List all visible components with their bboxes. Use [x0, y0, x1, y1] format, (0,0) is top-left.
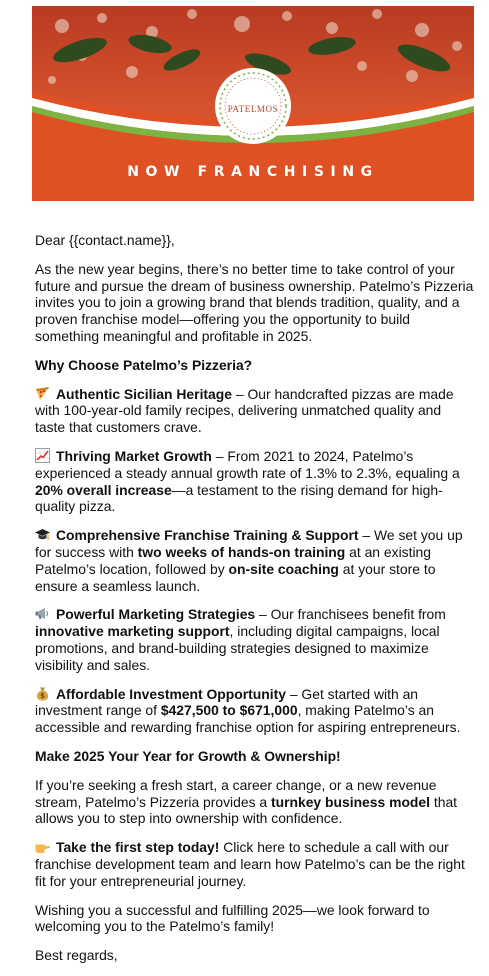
point-heritage [35, 386, 475, 436]
intro-paragraph: As the new year begins, there’s no better time to take control of your future and pursue the dream of business ownership. Patelmo’s Pizzeria invites you to join a growing brand that blends tradition, quality, and a proven franchise model—offering you the opportunity to build something meaningful and profitable in 2025. [35, 260, 474, 344]
point-text: , making Patelmo’s an accessible and rewarding franchise option for aspiring entrepreneurs. [35, 702, 461, 736]
point-growth [35, 448, 475, 515]
signoff: Best regards, [35, 947, 118, 964]
megaphone-icon [35, 606, 50, 621]
closing-paragraph: Wishing you a successful and fulfilling 2025—we look forward to welcoming you to the Patelmo’s family! [35, 901, 430, 935]
point-title: Comprehensive Franchise Training & Support [56, 527, 359, 544]
seeking-text: that allows you to step into ownership with confidence. [35, 793, 458, 827]
growth-heading: Make 2025 Your Year for Growth & Ownership! [35, 747, 341, 764]
point-title: Authentic Sicilian Heritage [56, 385, 232, 402]
point-text: – Our franchisees benefit from [255, 606, 446, 623]
point-text: – We set you up for success with [35, 527, 463, 560]
seeking-text: If you’re seeking a fresh start, a career change, or a new revenue stream, Patelmo’s Pizzeria provides a [35, 776, 437, 810]
point-text: , including digital campaigns, local promotions, and brand-building strategies designed to maximize visibility and sales. [35, 623, 440, 673]
point-bold: on-site coaching [228, 560, 339, 577]
turnkey-bold: turnkey business model [270, 793, 431, 810]
point-bold: 20% overall increase [35, 481, 172, 498]
point-text: at an existing Patelmo’s location, followed by [35, 543, 431, 577]
point-investment [35, 686, 475, 736]
cta-paragraph[interactable] [35, 839, 475, 889]
email-body [35, 232, 475, 976]
point-title: Affordable Investment Opportunity [56, 685, 286, 702]
point-bold: innovative marketing support [35, 623, 230, 640]
point-text: – From 2021 to 2024, Patelmo’s experienced a steady annual growth rate of 1.3% to 2.3%, equaling a [35, 447, 460, 481]
point-bold: $427,500 to $671,000 [160, 702, 298, 719]
point-title: Powerful Marketing Strategies [56, 606, 256, 623]
point-training [35, 527, 475, 594]
why-heading: Why Choose Patelmo’s Pizzeria? [35, 356, 253, 373]
graduation-cap-icon [35, 527, 50, 542]
seeking-paragraph [35, 777, 475, 827]
point-title: Thriving Market Growth [56, 447, 212, 464]
point-text: – Our handcrafted pizzas are made with 100-year-old family recipes, delivering unmatched quality and taste that customers crave. [35, 385, 454, 436]
pointing-hand-icon [35, 839, 50, 854]
point-text: at your store to ensure a seamless launch. [35, 560, 436, 594]
cta-text[interactable]: Click here to schedule a call with our franchise development team and learn how Patelmo’s can be the right fit for your entrepreneurial journey. [35, 839, 465, 889]
pizza-icon [35, 386, 50, 401]
point-text: – Get started with an investment range of [35, 685, 419, 719]
money-bag-icon [35, 686, 50, 701]
point-marketing [35, 606, 475, 673]
hero-banner [32, 6, 474, 201]
greeting: Dear {{contact.name}}, [35, 232, 175, 248]
point-text: —a testament to the rising demand for high-quality pizza. [35, 481, 443, 515]
chart-increasing-icon [35, 448, 50, 463]
point-bold: two weeks of hands-on training [137, 543, 346, 560]
now-franchising-banner: NOW FRANCHISING [127, 164, 379, 180]
logo: PATELMOS [227, 104, 279, 114]
cta-bold[interactable]: Take the first step today! [56, 839, 220, 856]
svg-text:$: $ [40, 691, 45, 700]
